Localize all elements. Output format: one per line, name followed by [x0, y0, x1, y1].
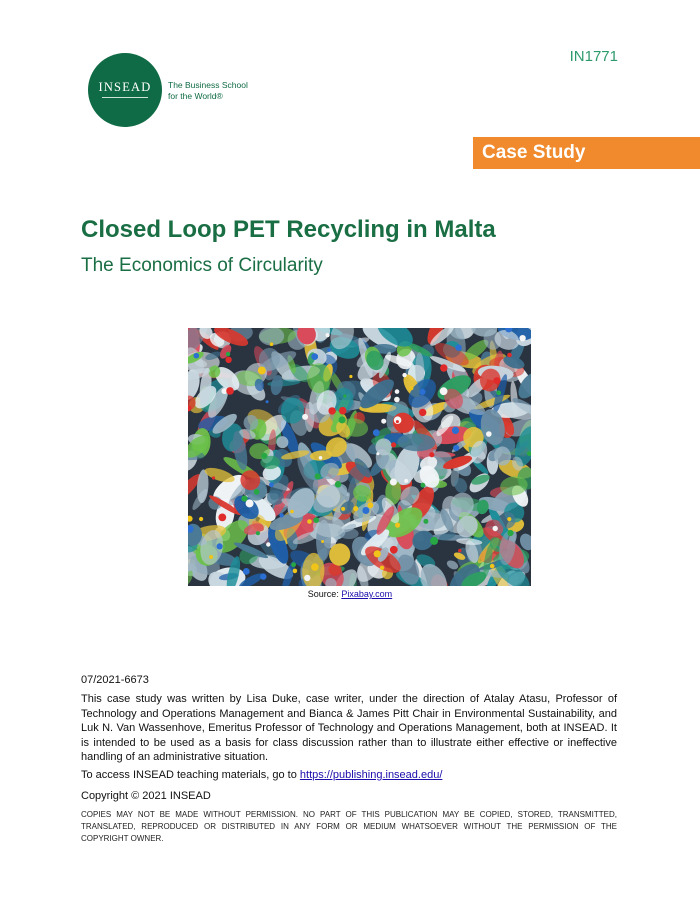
authorship-paragraph: This case study was written by Lisa Duke, case writer, under the direction of Atalay Atasu, Professor of Technology and Operations Management and Bianca & James Pitt Chair in Environmental Sustainability, and Luk N. Van Wassenhove, Emeritus Professor of Technology and Operations Management, both at INSEAD. It is intended to be used as a basis for class discussion rather than to illustrate either effective or ineffective handling of an administrative situation. — [81, 693, 617, 763]
caption-prefix: Source: — [307, 589, 342, 599]
pixabay-link[interactable]: Pixabay.com — [341, 589, 393, 599]
access-line — [81, 768, 617, 783]
access-prefix: To access INSEAD teaching materials, go to — [81, 769, 300, 781]
case-study-banner: Case Study — [473, 137, 700, 169]
publishing-link[interactable]: https://publishing.insead.edu/ — [299, 769, 443, 781]
logo-wordmark: INSEAD — [98, 80, 152, 94]
case-number: IN1771 — [569, 48, 618, 65]
tagline-line-1: The Business School — [168, 80, 248, 90]
plastic-bottles-illustration — [188, 328, 531, 586]
logo-tagline — [168, 80, 248, 101]
tagline-line-2: for the World® — [168, 90, 223, 101]
insead-logo — [88, 53, 162, 127]
case-title: Closed Loop PET Recycling in Malta — [81, 216, 496, 243]
reference-number: 07/2021-6673 — [81, 674, 149, 686]
image-caption — [0, 589, 700, 599]
recycled-bottles-photo — [188, 328, 531, 586]
copy-permission-notice: COPIES MAY NOT BE MADE WITHOUT PERMISSION. NO PART OF THIS PUBLICATION MAY BE COPIED, STORED, TRANSMITTED, TRANSLATED, REPRODUCED OR DISTRIBUTED IN ANY FORM OR MEDIUM WHATSOEVER WITHOUT THE PERMISSION OF THE COPYRIGHT OWNER. — [81, 810, 617, 843]
case-subtitle: The Economics of Circularity — [81, 255, 323, 276]
logo-divider — [102, 97, 148, 98]
copyright: Copyright © 2021 INSEAD — [81, 790, 211, 802]
